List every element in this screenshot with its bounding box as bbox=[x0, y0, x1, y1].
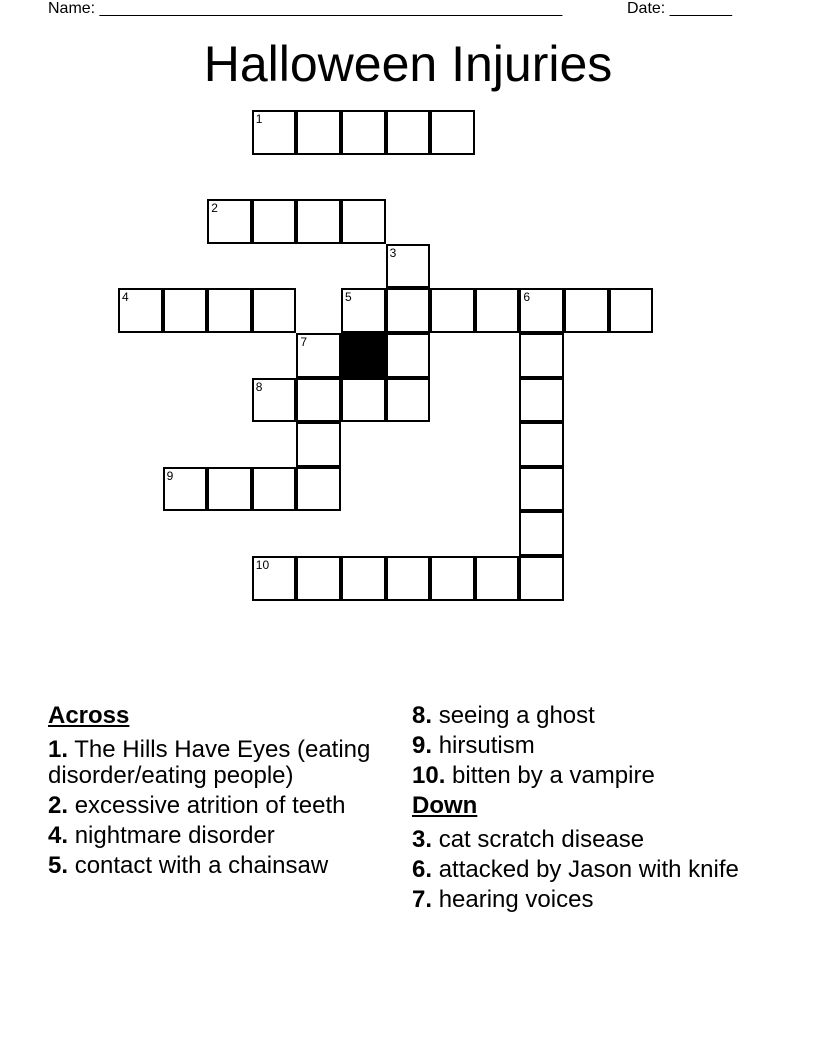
crossword-cell[interactable] bbox=[296, 378, 341, 423]
crossword-cell[interactable] bbox=[519, 556, 564, 601]
crossword-cell[interactable] bbox=[252, 288, 297, 333]
name-field-label: Name: ____________________________________________________ bbox=[48, 0, 563, 17]
crossword-cell[interactable] bbox=[519, 422, 564, 467]
crossword-cell[interactable] bbox=[252, 467, 297, 512]
clues-column-left bbox=[48, 703, 388, 883]
crossword-cell[interactable] bbox=[341, 110, 386, 155]
crossword-cell[interactable] bbox=[296, 467, 341, 512]
crossword-cell[interactable] bbox=[386, 378, 431, 423]
crossword-cell[interactable] bbox=[519, 511, 564, 556]
clues-column-right bbox=[412, 703, 752, 917]
crossword-cell[interactable] bbox=[519, 288, 564, 333]
crossword-cell[interactable] bbox=[341, 288, 386, 333]
crossword-cell[interactable] bbox=[341, 556, 386, 601]
crossword-cell[interactable] bbox=[386, 244, 431, 289]
crossword-cell[interactable] bbox=[207, 467, 252, 512]
cell-number: 2 bbox=[211, 201, 218, 216]
crossword-cell[interactable] bbox=[475, 288, 520, 333]
crossword-cell[interactable] bbox=[296, 556, 341, 601]
crossword-cell[interactable] bbox=[386, 288, 431, 333]
cell-number: 8 bbox=[255, 379, 263, 394]
clue-across-10: 10. bitten by a vampire bbox=[412, 762, 655, 789]
crossword-cell[interactable] bbox=[430, 288, 475, 333]
crossword-cell[interactable] bbox=[519, 378, 564, 423]
crossword-cell[interactable] bbox=[564, 288, 609, 333]
crossword-cell[interactable] bbox=[341, 378, 386, 423]
clue-across-2: 2. excessive atrition of teeth bbox=[48, 792, 346, 819]
crossword-cell[interactable] bbox=[430, 110, 475, 155]
crossword-cell[interactable] bbox=[341, 199, 386, 244]
clue-down-3: 3. cat scratch disease bbox=[412, 826, 645, 853]
crossword-cell[interactable] bbox=[252, 199, 297, 244]
date-field-label: Date: _______ bbox=[627, 0, 732, 17]
crossword-cell[interactable] bbox=[296, 333, 341, 378]
cell-number: 1 bbox=[255, 112, 263, 126]
crossword-cell[interactable] bbox=[519, 467, 564, 512]
crossword-cell[interactable] bbox=[118, 288, 163, 333]
crossword-cell[interactable] bbox=[296, 199, 341, 244]
crossword-cell[interactable] bbox=[163, 467, 208, 512]
crossword-cell[interactable] bbox=[296, 422, 341, 467]
clue-across-9: 9. hirsutism bbox=[412, 732, 535, 759]
cell-number: 3 bbox=[389, 245, 397, 260]
clue-across-8: 8. seeing a ghost bbox=[412, 702, 595, 729]
clue-down-7: 7. hearing voices bbox=[412, 886, 594, 913]
crossword-cell[interactable] bbox=[207, 288, 252, 333]
crossword-cell[interactable] bbox=[430, 556, 475, 601]
crossword-black-cell bbox=[341, 333, 386, 378]
crossword-cell[interactable] bbox=[207, 199, 252, 244]
clue-down-6: 6. attacked by Jason with knife bbox=[412, 856, 739, 883]
crossword-cell[interactable] bbox=[252, 378, 297, 423]
crossword-cell[interactable] bbox=[386, 110, 431, 155]
cell-number: 9 bbox=[166, 468, 174, 483]
crossword-cell[interactable] bbox=[519, 333, 564, 378]
cell-number: 5 bbox=[345, 290, 352, 305]
crossword-cell[interactable] bbox=[386, 333, 431, 378]
cell-number: 10 bbox=[255, 558, 270, 572]
crossword-cell[interactable] bbox=[386, 556, 431, 601]
crossword-cell[interactable] bbox=[163, 288, 208, 333]
crossword-cell[interactable] bbox=[475, 556, 520, 601]
crossword-cell[interactable] bbox=[609, 288, 654, 333]
crossword-cell[interactable] bbox=[252, 110, 297, 155]
cell-number: 4 bbox=[122, 290, 129, 305]
clue-across-1: 1. The Hills Have Eyes (eating disorder/eating people) bbox=[48, 736, 371, 789]
cell-number: 6 bbox=[523, 290, 531, 305]
cell-number: 7 bbox=[300, 335, 308, 349]
across-heading: Across bbox=[48, 702, 130, 729]
page-title: Halloween Injuries bbox=[203, 36, 613, 92]
down-heading: Down bbox=[412, 792, 478, 819]
clue-across-4: 4. nightmare disorder bbox=[48, 822, 275, 849]
crossword-cell[interactable] bbox=[252, 556, 297, 601]
crossword-cell[interactable] bbox=[296, 110, 341, 155]
clue-across-5: 5. contact with a chainsaw bbox=[48, 852, 329, 879]
